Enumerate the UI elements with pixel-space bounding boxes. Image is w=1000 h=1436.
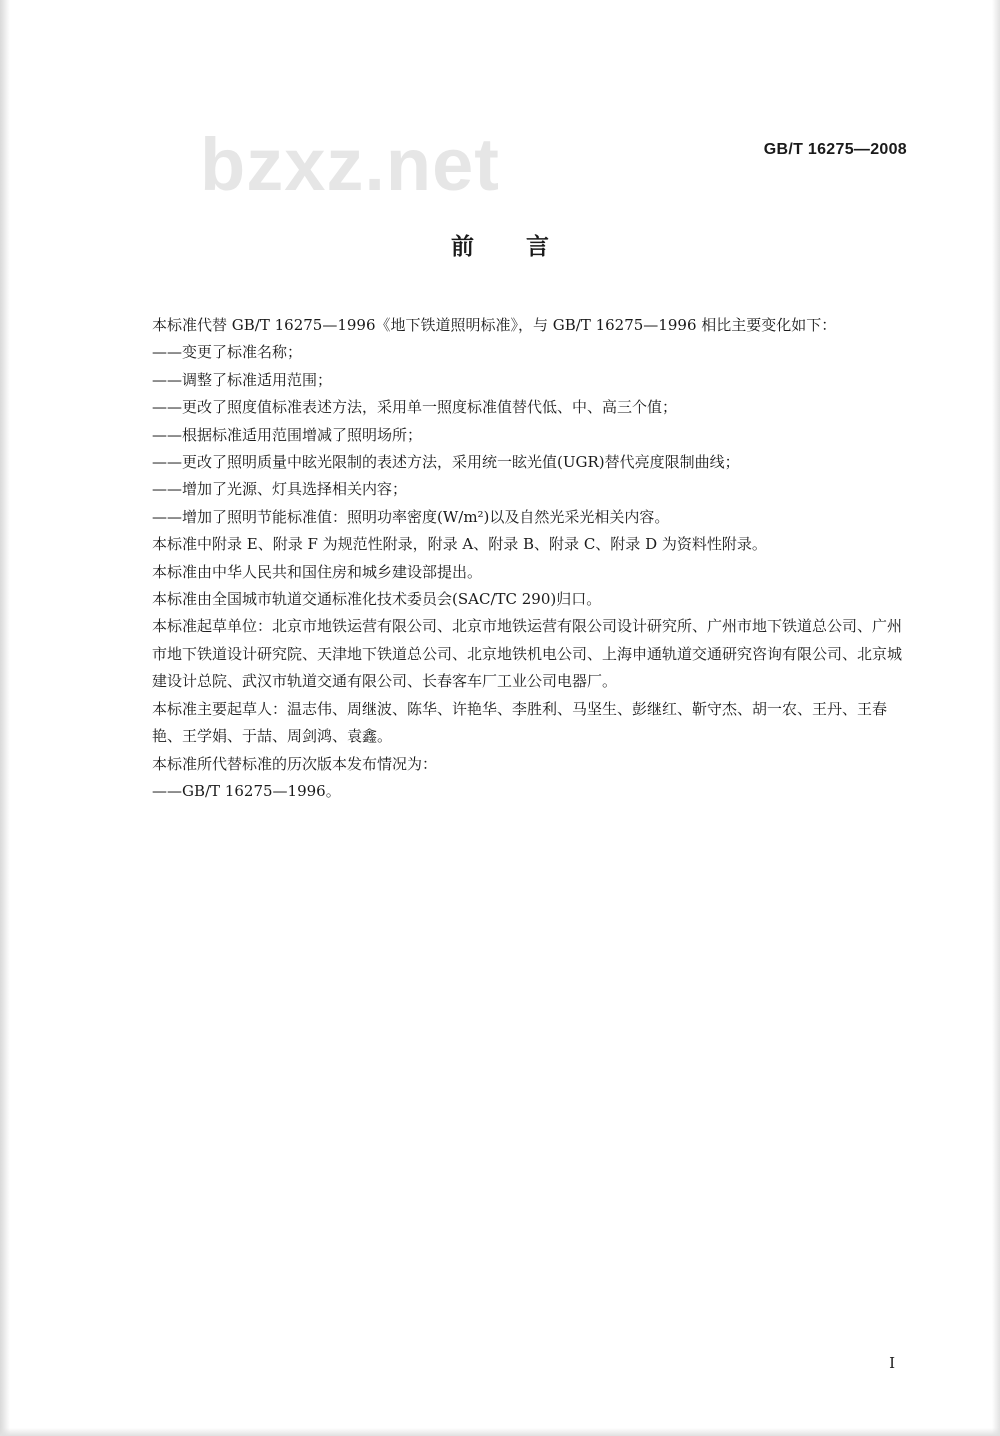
change-item: ——更改了照度值标准表述方法，采用单一照度标准值替代低、中、高三个值； [152,398,678,417]
drafters-paragraph: 本标准主要起草人：温志伟、周继波、陈华、许艳华、李胜利、马坚生、彭继红、靳守杰、胡一农、王丹、王春艳、王学娟、于喆、周剑鸿、袁鑫。 [152,699,888,746]
history-item: ——GB/T 16275—1996。 [152,781,341,800]
drafting-units-paragraph: 本标准起草单位：北京市地铁运营有限公司、北京市地铁运营有限公司设计研究所、广州市地下铁道总公司、广州市地下铁道设计研究院、天津地下铁道总公司、北京地铁机电公司、上海申通轨道交通研究咨询有限公司、北京城建设计总院、武汉市轨道交通有限公司、长春客车厂工业公司电器厂。 [152,617,903,691]
managed-by-paragraph: 本标准由全国城市轨道交通标准化技术委员会(SAC/TC 290)归口。 [152,590,602,609]
proposer-paragraph: 本标准由中华人民共和国住房和城乡建设部提出。 [152,562,483,581]
history-intro: 本标准所代替标准的历次版本发布情况为： [152,754,438,773]
change-item: ——变更了标准名称； [152,343,303,362]
page-edge-shadow-right [992,0,1000,1436]
page-number: I [889,1354,895,1372]
page-title: 前言 [451,234,601,260]
page-edge-shadow-left [0,0,10,1436]
change-item: ——根据标准适用范围增减了照明场所； [152,425,423,444]
intro-paragraph: 本标准代替 GB/T 16275—1996《地下铁道照明标准》，与 GB/T 16275—1996 相比主要变化如下： [152,316,837,334]
change-item: ——调整了标准适用范围； [152,370,333,389]
change-item: ——增加了照明节能标准值：照明功率密度(W/m²)以及自然光采光相关内容。 [152,507,670,526]
appendix-note: 本标准中附录 E、附录 F 为规范性附录，附录 A、附录 B、附录 C、附录 D 为资料性附录。 [152,535,767,554]
standard-code: GB/T 16275—2008 [763,141,907,158]
watermark: bzxz.net [200,123,500,206]
change-item: ——更改了照明质量中眩光限制的表述方法，采用统一眩光值(UGR)替代亮度限制曲线； [152,453,740,472]
page-edge-shadow-bottom [0,1428,1000,1436]
change-item: ——增加了光源、灯具选择相关内容； [152,480,408,499]
foreword-body [118,312,910,805]
